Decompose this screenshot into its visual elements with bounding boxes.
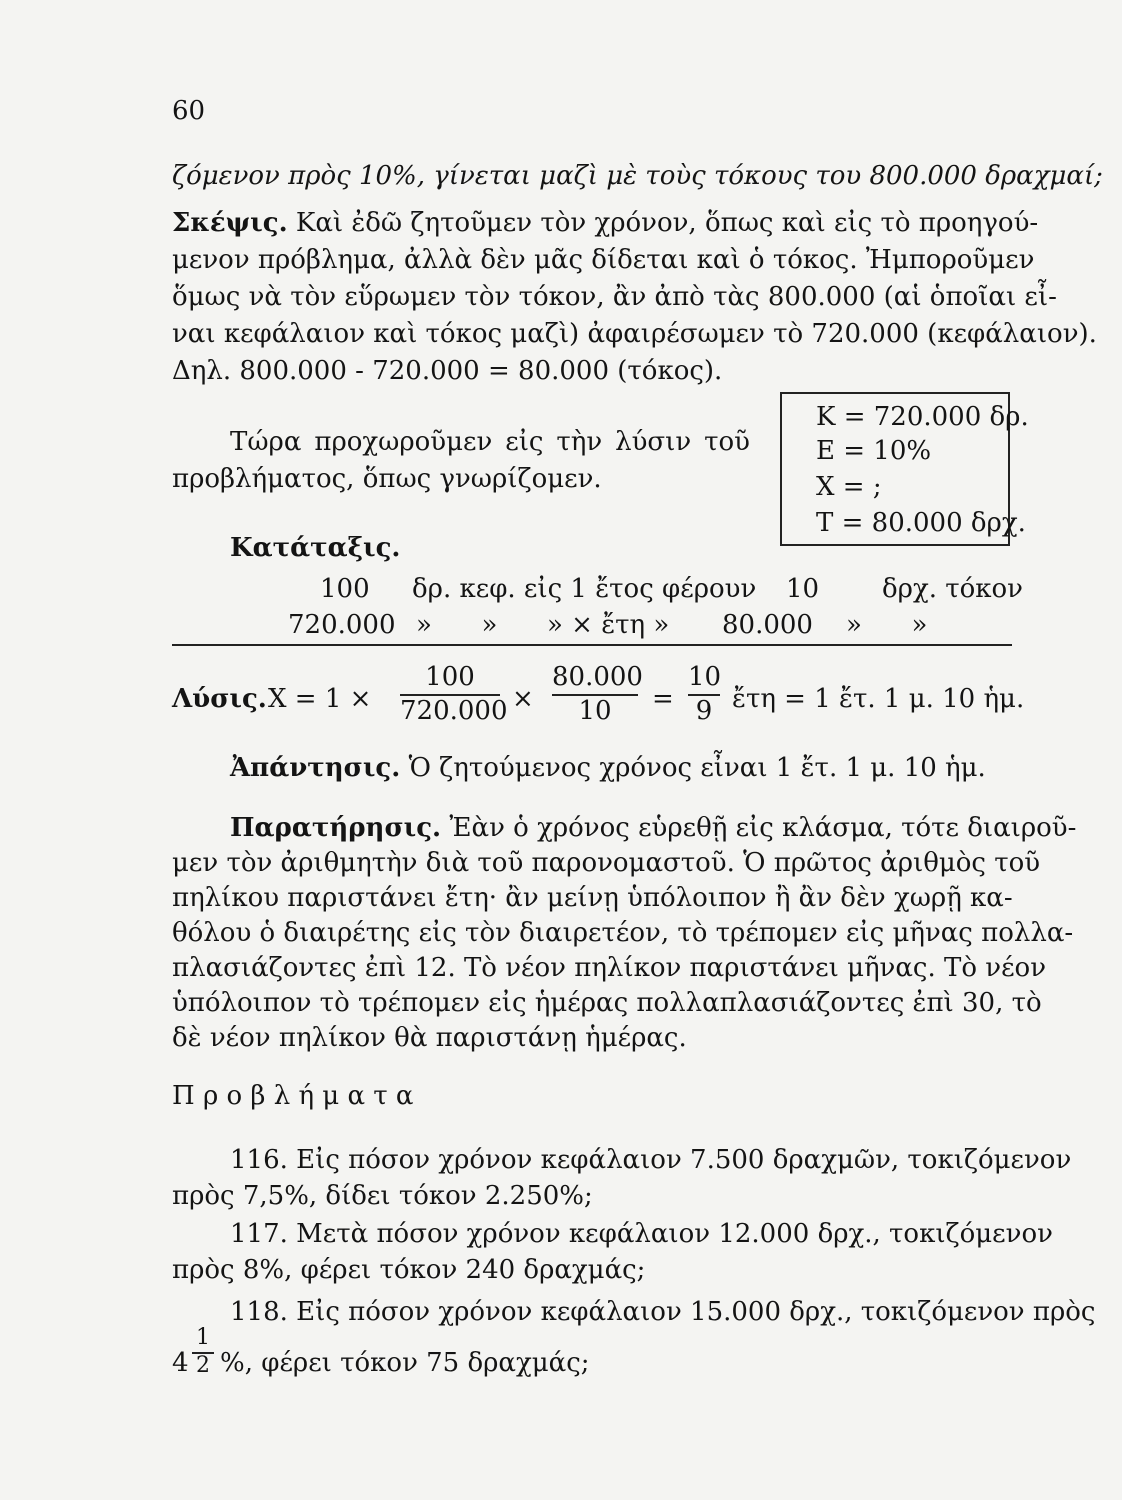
data-box-x: Χ = ; [816, 472, 882, 502]
katataxis-rule [172, 644, 1012, 646]
katataxis-row2-tail: » » [846, 610, 928, 640]
problem-118-fraction [192, 1326, 214, 1378]
apantisis-line [230, 750, 986, 787]
lysis-fraction-1 [400, 662, 508, 726]
paratirisis-text-1: Ἐὰν ὁ χρόνος εὑρεθῇ εἰς κλάσμα, τότε διαιροῦ- [449, 813, 1077, 843]
lysis-equals: = [652, 684, 674, 714]
intro-line: ζόμενον πρὸς 10%, γίνεται μαζὶ μὲ τοὺς τόκους του 800.000 δραχμαί; [172, 161, 1103, 191]
paratirisis-line-5: πλασιάζοντες ἐπὶ 12. Τὸ νέον πηλίκον παριστάνει μῆνας. Τὸ νέον [172, 953, 1047, 983]
lysis-times: × [512, 684, 534, 714]
katataxis-row1-tail: δρχ. τόκον [882, 574, 1023, 604]
problem-117-line-2: πρὸς 8%, φέρει τόκον 240 δραχμάς; [172, 1255, 646, 1285]
problem-118-line-2-rest: %, φέρει τόκον 75 δραχμάς; [220, 1348, 590, 1378]
data-box-k: Κ = 720.000 δρ. [816, 402, 1029, 432]
lysis-frac2-num: 80.000 [552, 662, 643, 692]
paratirisis-line-3: πηλίκου παριστάνει ἔτη· ἂν μείνῃ ὑπόλοιπον ἢ ἂν δὲν χωρῇ κα- [172, 883, 1013, 913]
skepsis-line-5: Δηλ. 800.000 - 720.000 = 80.000 (τόκος). [172, 356, 723, 386]
paratirisis-line-7: δὲ νέον πηλίκον θὰ παριστάνῃ ἡμέρας. [172, 1023, 687, 1053]
katataxis-label: Κατάταξις. [230, 533, 401, 563]
lysis-prefix: Χ = 1 × [268, 684, 372, 714]
data-box-t: Τ = 80.000 δρχ. [816, 508, 1026, 538]
problem-116-line-2: πρὸς 7,5%, δίδει τόκον 2.250%; [172, 1181, 593, 1211]
paratirisis-label: Παρατήρησις. [230, 813, 442, 843]
problem-118-frac-den: 2 [196, 1353, 210, 1378]
lysis-frac1-num: 100 [425, 662, 475, 692]
lysis-frac3-num: 10 [688, 662, 722, 692]
data-box-e: Ε = 10% [816, 436, 932, 466]
page-number: 60 [172, 96, 206, 126]
katataxis-row2-amount: 720.000 [288, 610, 396, 640]
katataxis-row1-value: 10 [786, 574, 820, 604]
lysis-label: Λύσις. [172, 684, 267, 714]
problem-117-line-1: 117. Μετὰ πόσον χρόνον κεφάλαιον 12.000 δρχ., τοκιζόμενον [230, 1219, 1053, 1249]
skepsis-line-3: ὅμως νὰ τὸν εὕρωμεν τὸν τόκον, ἂν ἀπὸ τὰς 800.000 (αἱ ὁποῖαι εἶ- [172, 282, 1057, 312]
apantisis-text: Ὁ ζητούμενος χρόνος εἶναι 1 ἔτ. 1 μ. 10 ἡμ. [408, 753, 986, 783]
problems-heading: Π ρ ο β λ ή μ α τ α [172, 1081, 414, 1111]
apantisis-label: Ἀπάντησις. [230, 753, 401, 783]
skepsis-line-2: μενον πρόβλημα, ἀλλὰ δὲν μᾶς δίδεται καὶ ὁ τόκος. Ἠμποροῦμεν [172, 245, 1035, 275]
lysis-fraction-2 [552, 662, 643, 726]
lysis-frac3-den: 9 [695, 696, 713, 726]
paratirisis-line-2: μεν τὸν ἀριθμητὴν διὰ τοῦ παρονομαστοῦ. Ὁ πρῶτος ἀριθμὸς τοῦ [172, 848, 1041, 878]
problem-116-line-1: 116. Εἰς πόσον χρόνον κεφάλαιον 7.500 δραχμῶν, τοκιζόμενον [230, 1145, 1072, 1175]
lysis-result: ἔτη = 1 ἔτ. 1 μ. 10 ἡμ. [732, 684, 1025, 714]
skepsis-label: Σκέψις. [172, 208, 288, 238]
lysis-fraction-3 [688, 662, 720, 726]
skepsis-text-1: Καὶ ἐδῶ ζητοῦμεν τὸν χρόνον, ὅπως καὶ εἰς τὸ προηγού- [295, 208, 1039, 238]
problem-118-mixed-whole: 4 [172, 1348, 189, 1378]
skepsis-line-1 [172, 205, 1039, 242]
katataxis-row2-marks: » » » × ἔτη » [416, 610, 670, 640]
paratirisis-line-1 [230, 810, 1077, 847]
katataxis-row2-value: 80.000 [722, 610, 813, 640]
problem-118-line-1: 118. Εἰς πόσον χρόνον κεφάλαιον 15.000 δρχ., τοκιζόμενον πρὸς [230, 1297, 1096, 1327]
continue-line-1: Τώρα προχωροῦμεν εἰς τὴν λύσιν τοῦ [230, 427, 750, 457]
skepsis-line-4: ναι κεφάλαιον καὶ τόκος μαζὶ) ἀφαιρέσωμεν τὸ 720.000 (κεφάλαιον). [172, 319, 1097, 349]
data-box [780, 392, 1029, 546]
paratirisis-line-4: θόλου ὁ διαιρέτης εἰς τὸν διαιρετέον, τὸ τρέπομεν εἰς μῆνας πολλα- [172, 918, 1074, 948]
continue-line-2: προβλήματος, ὅπως γνωρίζομεν. [172, 464, 602, 494]
katataxis-row1-amount: 100 [320, 574, 370, 604]
lysis-frac2-den: 10 [578, 696, 612, 726]
problem-118-frac-num: 1 [196, 1325, 210, 1350]
paratirisis-line-6: ὑπόλοιπον τὸ τρέπομεν εἰς ἡμέρας πολλαπλασιάζοντες ἐπὶ 30, τὸ [172, 988, 1042, 1018]
katataxis-row1-unit: δρ. κεφ. εἰς 1 ἔτος φέρουν [412, 574, 757, 604]
lysis-frac1-den: 720.000 [400, 696, 508, 726]
